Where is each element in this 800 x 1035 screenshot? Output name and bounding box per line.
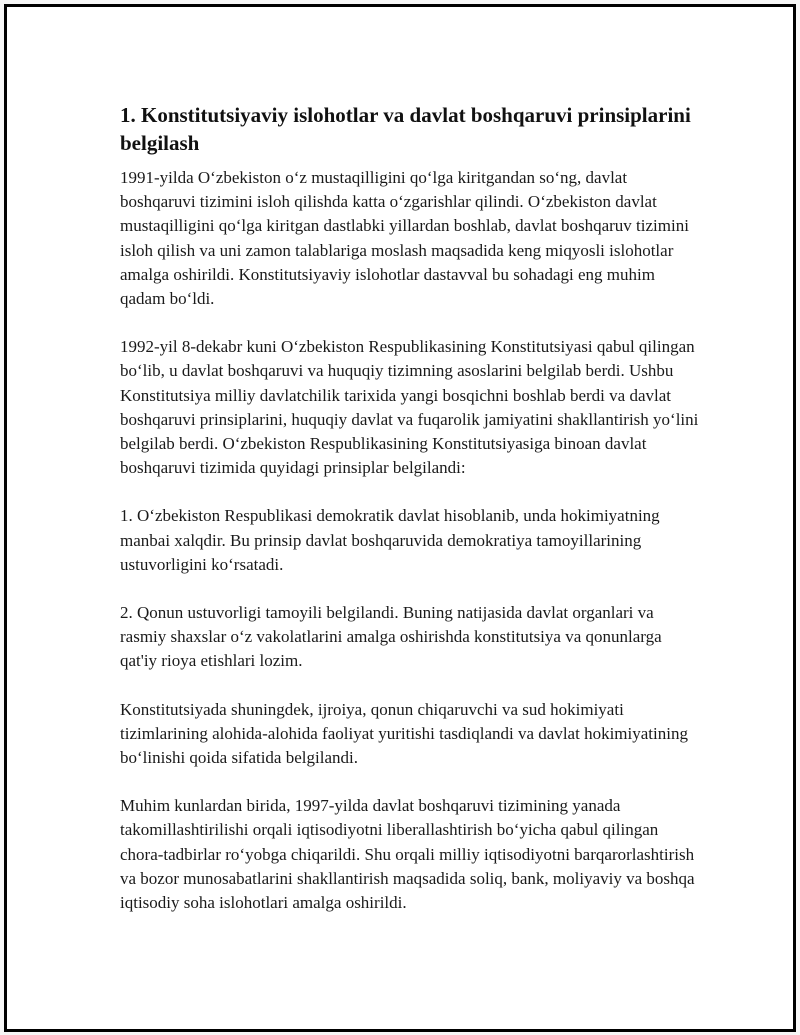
paragraph-economic-reforms: Muhim kunlardan birida, 1997-yilda davlat boshqaruvi tizimining yanada takomillashtirilishi orqali iqtisodiyotni liberallashtirish bo‘yicha qabul qilingan chora-tadbirlar ro‘yobga chiqarildi. Shu orqali milliy iqtisodiyotni barqarorlashtirish va bozor munosabatlarini shakllantirish maqsadida soliq, bank, moliyaviy va boshqa iqtisodiy soha islohotlari amalga oshirildi. [120, 796, 695, 913]
paragraph-principle-democracy: 1. O‘zbekiston Respublikasi demokratik davlat hisoblanib, unda hokimiyatning manbai xalqdir. Bu prinsip davlat boshqaruvida demokratiya tamoyillarining ustuvorligini ko‘rsatadi. [120, 506, 660, 574]
document-page [4, 4, 796, 1032]
document-body [120, 101, 700, 939]
paragraph-principle-rule-of-law: 2. Qonun ustuvorligi tamoyili belgilandi. Buning natijasida davlat organlari va rasmiy shaxslar o‘z vakolatlarini amalga oshirishda konstitutsiya va qonunlarga qat'iy rioya etishlari lozim. [120, 603, 662, 671]
section-heading: 1. Konstitutsiyaviy islohotlar va davlat boshqaruvi prinsiplarini belgilash [120, 103, 691, 155]
paragraph-constitution-adoption: 1992-yil 8-dekabr kuni O‘zbekiston Respublikasining Konstitutsiyasi qabul qilingan bo‘lib, u davlat boshqaruvi va huquqiy tizimning asoslarini belgilab berdi. Ushbu Konstitutsiya milliy davlatchilik tarixida yangi bosqichni boshlab berdi va davlat boshqaruvi prinsiplarini, huquqiy davlat va fuqarolik jamiyatini shakllantirish yo‘lini belgilab berdi. O‘zbekiston Respublikasining Konstitutsiyasiga binoan davlat boshqaruvi tizimida quyidagi prinsiplar belgilandi: [120, 337, 699, 478]
paragraph-separation-of-powers: Konstitutsiyada shuningdek, ijroiya, qonun chiqaruvchi va sud hokimiyati tizimlarining alohida-alohida faoliyat yuritishi tasdiqlandi va davlat hokimiyatining bo‘linishi qoida sifatida belgilandi. [120, 699, 688, 768]
paragraph-independence-reforms: 1991-yilda O‘zbekiston o‘z mustaqilligini qo‘lga kiritgandan so‘ng, davlat boshqaruvi tizimini isloh qilishda katta o‘zgarishlar qilindi. O‘zbekiston davlat mustaqilligini qo‘lga kiritgan dastlabki yillardan boshlab, davlat boshqaruv tizimini isloh qilish va uni zamon talablariga moslash maqsadida keng miqyosli islohotlar amalga oshirildi. Konstitutsiyaviy islohotlar dastavval bu sohadagi eng muhim qadam bo‘ldi. [120, 168, 689, 309]
